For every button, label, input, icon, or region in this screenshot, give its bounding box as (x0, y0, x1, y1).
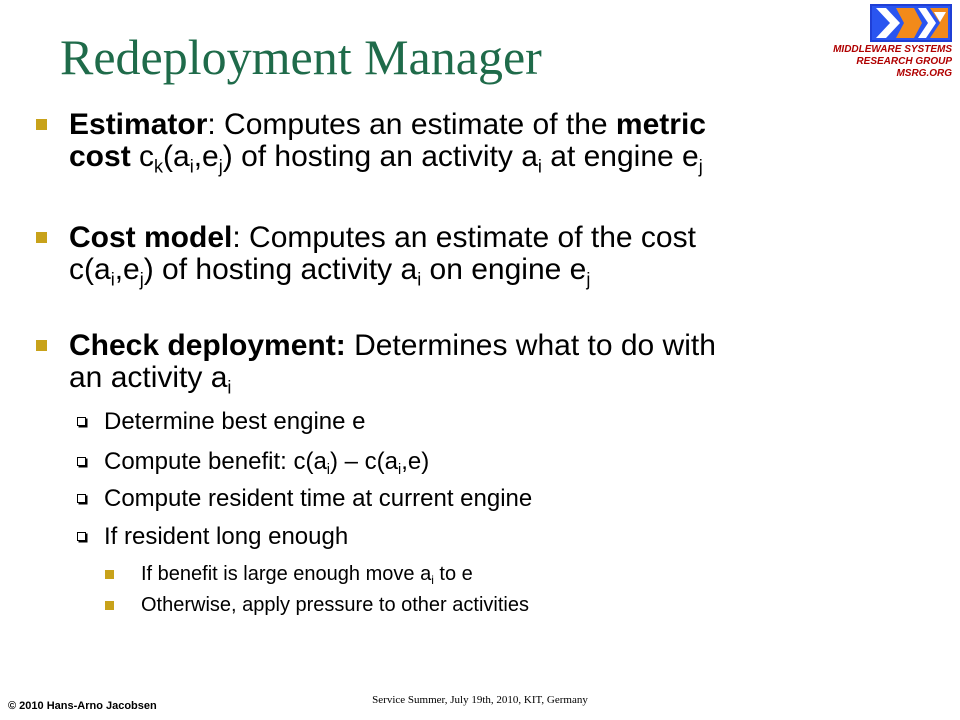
cost-model-text: : Computes an estimate of the cost (232, 221, 696, 254)
subscript: j (139, 269, 144, 290)
footer-copyright: © 2010 Hans-Arno Jacobsen (8, 700, 157, 712)
estimator-host: ) of hosting an activity a (222, 140, 538, 173)
estimator-engine: at engine e (541, 140, 699, 173)
checkbox-bullet-icon (77, 532, 86, 541)
slide-title: Redeployment Manager (60, 29, 542, 85)
check-activity: an activity a (69, 361, 228, 394)
list-item-resident-long (104, 523, 348, 551)
org-line-3: MSRG.ORG (896, 68, 952, 79)
item-text: Compute resident time at current engine (104, 485, 533, 512)
list-item-resident-time (104, 485, 532, 513)
estimator-c: c (130, 140, 155, 173)
bullet-check-deployment (69, 329, 929, 398)
subscript: i (537, 156, 542, 177)
metric-word: metric (615, 108, 706, 141)
bullet-cost-model (69, 221, 929, 290)
subscript: i (227, 377, 232, 398)
bullet-marker (36, 232, 47, 243)
list-item-best-engine (104, 408, 366, 436)
cost-c: c(a (69, 253, 111, 286)
subscript: k (154, 156, 164, 177)
item-text: ) – c(a (330, 448, 399, 475)
bullet-cost-line-2 (69, 253, 929, 290)
bullet-cost-line-1 (69, 222, 929, 254)
bullet-estimator (69, 108, 929, 177)
bullet-estimator-line-2 (69, 140, 929, 177)
list-subitem-pressure (141, 593, 529, 617)
bullet-marker (36, 119, 47, 130)
subitem-text: If benefit is large enough move a (141, 563, 432, 585)
estimator-label: Estimator (69, 108, 208, 141)
bullet-check-line-2 (69, 361, 929, 398)
cost-e: ,e (114, 253, 140, 286)
checkbox-bullet-icon (77, 417, 86, 426)
estimator-text: : Computes an estimate of the (207, 108, 616, 141)
subscript: i (326, 462, 330, 479)
subscript: i (417, 269, 422, 290)
subscript: j (586, 269, 591, 290)
item-text: Compute benefit: c(a (104, 448, 327, 475)
org-label (833, 44, 952, 80)
subscript: i (431, 573, 434, 588)
bullet-estimator-line-1 (69, 109, 929, 141)
estimator-e: ,e (193, 140, 219, 173)
cost-model-label: Cost model (69, 221, 233, 254)
item-text: If resident long enough (104, 523, 349, 550)
msrg-logo-icon (870, 4, 952, 42)
cost-word: cost (69, 140, 131, 173)
bullet-marker (105, 601, 114, 610)
checkbox-bullet-icon (77, 457, 86, 466)
bullet-check-line-1 (69, 330, 929, 362)
item-text: ,e) (401, 448, 430, 475)
subitem-text: Otherwise, apply pressure to other activities (141, 594, 529, 616)
subscript: j (698, 156, 703, 177)
subitem-text: to e (433, 563, 473, 585)
cost-host: ) of hosting activity a (143, 253, 418, 286)
footer-event: Service Summer, July 19th, 2010, KIT, Germany (372, 694, 588, 706)
checkbox-bullet-icon (77, 494, 86, 503)
org-line-2: RESEARCH GROUP (856, 56, 952, 67)
cost-engine: on engine e (421, 253, 587, 286)
subscript: j (218, 156, 223, 177)
subscript: i (189, 156, 194, 177)
check-text: Determines what to do with (345, 329, 716, 362)
subscript: i (110, 269, 115, 290)
bullet-marker (105, 570, 114, 579)
list-item-benefit (104, 448, 430, 479)
org-line-1: MIDDLEWARE SYSTEMS (833, 44, 952, 55)
item-text: Determine best engine e (104, 408, 366, 435)
list-subitem-move (141, 562, 473, 586)
check-label: Check deployment: (69, 329, 346, 362)
estimator-a: (a (163, 140, 190, 173)
bullet-marker (36, 340, 47, 351)
subscript: i (398, 462, 402, 479)
